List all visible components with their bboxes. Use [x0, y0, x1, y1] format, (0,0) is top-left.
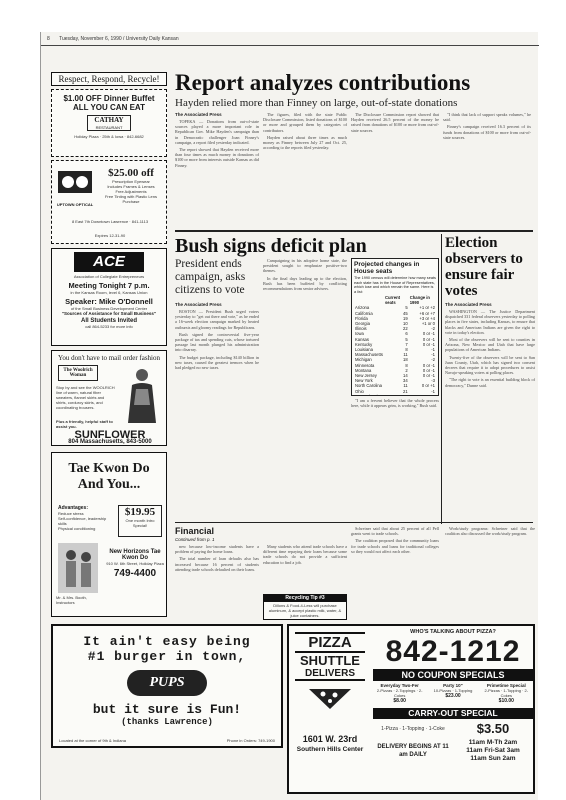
- section-divider: [175, 522, 533, 523]
- state-cell: Louisiana: [355, 347, 373, 353]
- delivery-text: DELIVERY BEGINS AT 11 am DAILY: [377, 744, 449, 758]
- pups-orders: Phone in Orders: 749-1900: [226, 738, 275, 743]
- paragraph: Most of the observers will be sent to counties in Arizona, New Mexico and Utah that have large populations of American Indians.: [445, 337, 535, 353]
- current-seats-cell: 11: [403, 383, 408, 389]
- woolrich-intro: You don't have to mail order fashion: [57, 354, 161, 362]
- current-seats-cell: 8: [405, 362, 408, 368]
- paragraph: The total number of loan defaults also has increased because 16 percent of students attending trade schools defaulted on their loans.: [175, 556, 259, 572]
- uptown-line4: Free Tinting with Plastic Lens Purchase: [104, 194, 158, 204]
- change-cell: +6 or +7: [419, 310, 435, 316]
- pizza-logo-line1: PIZZA: [295, 632, 365, 653]
- change-cell: [409, 394, 436, 396]
- change-cell: -1: [431, 347, 435, 353]
- change-cell: +1 or 0: [421, 321, 435, 327]
- cathay-name: CATHAY: [94, 116, 124, 124]
- paragraph: The Disclosure Commission report showed that Hayden received 26.5 percent of the money he raised from donations of $100 or more from out-of-state sources.: [351, 112, 439, 133]
- woolrich-address: 804 Massachusetts, 843-5000: [68, 439, 152, 445]
- advantage-item: Self-confidence, leadership skills: [58, 516, 107, 526]
- newspaper-page: [40, 32, 538, 800]
- current-seats-cell: 45: [403, 310, 408, 316]
- pizza-specials: [373, 683, 533, 704]
- ace-speaker: Speaker: Mike O'Donnell: [65, 297, 153, 306]
- paragraph: "I think that lack of support speaks volumes," he said.: [443, 112, 531, 123]
- pizza-logo-line3: DELIVERS: [295, 668, 365, 681]
- change-cell: +1 or +2: [419, 305, 435, 311]
- uptown-line3: Free Adjustments: [115, 189, 147, 194]
- current-seats-cell: 11: [403, 352, 408, 358]
- uptown-logo: [56, 167, 94, 207]
- uptown-address: 8 East 7th Downtown Lawrence · 841-1113: [71, 219, 149, 224]
- carryout-items: 1-Pizza · 1-Topping · 1-Coke: [381, 725, 445, 732]
- story-headline-reports: Report analyzes contributions: [175, 70, 471, 95]
- carryout-row: [373, 721, 533, 736]
- pizza-special: [373, 683, 426, 704]
- change-cell: 0 or -1: [422, 331, 435, 337]
- paragraph: TOPEKA — Donations from out-of-state sources played a more important role in Republican Gov. Mike Hayden's campaign than in Democratic challenger Joan Finney's campaign, a report filed yesterday indicated.: [175, 119, 259, 145]
- special-price: $23.00: [445, 693, 461, 699]
- cathay-tagline: ALL YOU CAN EAT: [72, 103, 145, 112]
- current-seats-cell: 5: [405, 305, 408, 311]
- state-cell: Arizona: [355, 305, 370, 311]
- table-row: [354, 394, 436, 396]
- story-body-reports-col3: [351, 112, 439, 228]
- pups-location: Located at the corner of 9th & Indiana: [59, 738, 126, 743]
- pizza-phone: 842-1212: [385, 635, 521, 668]
- special-name: Primetime Special: [486, 683, 526, 688]
- state-cell: Montana: [355, 367, 372, 373]
- taekwondo-address: 910 W. 6th Street, Holiday Plaza: [106, 561, 164, 566]
- paragraph: "I am a fervent believer that the whole process here, while it appears grim, is working," Bush said.: [351, 398, 439, 409]
- uptown-line1: Prescription Eyewear: [112, 179, 150, 184]
- change-cell: 0 or -1: [422, 373, 435, 379]
- state-cell: North Carolina: [355, 383, 382, 389]
- current-seats-cell: 7: [405, 341, 408, 347]
- special-name: Everyday Two-Fer: [380, 683, 419, 688]
- pizza-shuttle-ad: [287, 624, 535, 794]
- special-items: 2-Pizzas · 2-Toppings · 2-Cokes: [376, 688, 423, 698]
- story-deck-deficit: President ends campaign, asks citizens to vote: [175, 258, 246, 296]
- state-cell: Ohio: [355, 388, 364, 394]
- change-cell: 0 or -1: [422, 336, 435, 342]
- story-body-deficit-col2: [263, 258, 347, 520]
- paragraph: "The right to vote is an essential building block of democracy," Dunne said.: [445, 377, 535, 388]
- story-body-observers: [445, 302, 535, 522]
- paragraph: Finney's campaign received 16.3 percent of its funds from donations of $100 or more from out-of-state sources.: [443, 124, 531, 140]
- current-seats-cell: 2: [405, 367, 408, 373]
- story-byline: The Associated Press: [445, 302, 492, 307]
- delivery-hours: [453, 739, 533, 763]
- cathay-logo: [87, 115, 131, 131]
- pizza-logo-line2: SHUTTLE: [300, 653, 360, 668]
- pups-ad: [51, 624, 283, 748]
- column-divider: [441, 234, 442, 524]
- paragraph: Campaigning in his adoptive home state, the president sought to emphasize positive-two themes.: [263, 258, 347, 274]
- pizza-area: Southern Hills Center: [296, 746, 364, 753]
- cathay-ad: [51, 89, 167, 157]
- taekwondo-school-block: [104, 549, 166, 579]
- story-body-deficit-col3: [351, 398, 439, 520]
- projected-changes-box: [351, 258, 439, 396]
- uptown-copy: [98, 167, 164, 204]
- recycling-tip-box: [263, 594, 347, 620]
- recycling-tip-body: Dillons & Food-4-Less will purchase aluminum, & accept plastic milk, water, & juice containers.: [268, 603, 342, 618]
- current-seats-cell: 34: [403, 378, 408, 384]
- paragraph: Bush signed the controversial five-year package of tax and spending cuts, whose tortured passage last month plunged his administration into disarray.: [175, 331, 259, 353]
- taekwondo-price: $19.95: [124, 506, 156, 518]
- story-body-reports-col2: [263, 112, 347, 228]
- story-body-deficit-col1: [175, 302, 259, 520]
- current-seats-cell: 14: [403, 373, 408, 379]
- martial-artists-photo-icon: [58, 543, 98, 593]
- paragraph: The report showed that Hayden received more than four times as much money in donations of $100 or more from interests outside Kansas as did Finney.: [175, 147, 259, 168]
- paragraph: WASHINGTON — The Justice Department dispatched 331 federal observers yesterday to polling places in five states, including Kansas, to ensure that blacks and American Indians are given the right to vote in today's election.: [445, 309, 535, 335]
- woolrich-copy: Stop by and see the WOOLRICH line of warm, natural fiber sweaters, flannel skirts and shirts, corduroy skirts, and coordinating trousers.: [56, 385, 115, 410]
- pizza-question: WHO'S TALKING ABOUT PIZZA?: [410, 629, 496, 635]
- ace-info: call 864-5233 for more info: [85, 324, 133, 329]
- story-body-financial-col4: [445, 526, 535, 620]
- story-body-reports-col1: [175, 112, 259, 228]
- story-byline: The Associated Press: [175, 302, 222, 307]
- current-seats-cell: 22: [403, 326, 408, 332]
- change-cell: 0 or -1: [422, 362, 435, 368]
- woolrich-help: Plus a friendly, helpful staff to assist you.: [56, 419, 113, 429]
- paragraph: Hayden raised about three times as much money as Finney between July 27 and Oct. 25, according to the reports filed yesterday.: [263, 134, 347, 151]
- state-cell: Iowa: [355, 331, 364, 337]
- paragraph: The coalition proposed that the community loans for trade schools and loans for traditional colleges so they would not affect each other.: [351, 538, 439, 554]
- state-cell: Illinois: [355, 326, 367, 332]
- special-name: Party 10": [443, 683, 463, 688]
- story-body-financial-col3: [351, 526, 439, 620]
- current-seats-cell: 8: [405, 347, 408, 353]
- projected-table: [354, 295, 436, 396]
- taekwondo-price-note: One month Intro Special!: [125, 518, 155, 528]
- advantage-item: Reduce stress: [58, 511, 84, 516]
- story-byline: The Associated Press: [175, 112, 222, 117]
- column-header: Current seats: [384, 295, 401, 306]
- taekwondo-title1: Tae Kwon Do: [68, 461, 150, 476]
- pizza-special: [426, 683, 479, 704]
- story-body-financial-col2: [263, 544, 347, 592]
- pups-line2: #1 burger in town,: [87, 649, 247, 664]
- paragraph: The figures, filed with the state Public Disclosure Commission, listed donations of $100 or more and grouped them by categories of contributors.: [263, 112, 347, 133]
- special-price: $8.00: [393, 698, 406, 704]
- recycle-banner: [51, 72, 167, 86]
- advantage-item: Physical conditioning: [58, 526, 96, 531]
- pizza-carryout-bar: CARRY-OUT SPECIAL: [373, 708, 533, 719]
- current-seats-cell: 6: [405, 331, 408, 337]
- uptown-price: $25.00 off: [108, 167, 154, 179]
- uptown-line2: Includes Frames & Lenses: [107, 184, 155, 189]
- pups-line4: (thanks Lawrence): [121, 717, 213, 727]
- hours-line: 11am Fri-Sat 3am: [466, 747, 520, 754]
- uptown-optical-ad: [51, 160, 167, 244]
- projected-intro: The 1990 census will determine how many seats each state has in the House of Representatives, which lose and which remain the same. Here is a list:: [354, 276, 436, 294]
- story-deck-reports: Hayden relied more than Finney on large, out-of-state donations: [175, 97, 458, 109]
- hours-line: 11am M-Th 2am: [468, 739, 518, 746]
- ace-logo: ACE: [74, 252, 144, 272]
- carryout-price: $3.50: [476, 721, 510, 736]
- advantages-heading: Advantages:: [58, 505, 89, 511]
- taekwondo-instructors: Mr. & Mrs. Booth, Instructors: [56, 595, 87, 605]
- column-header: [354, 295, 384, 305]
- woolrich-logo: The Woolrich Woman: [58, 365, 98, 381]
- paragraph: Work/study programs: Schreiner said that the coalition also discussed the work/study program.: [445, 526, 535, 537]
- state-cell: Kansas: [355, 336, 369, 342]
- state-cell: Minnesota: [355, 362, 375, 368]
- change-cell: -3: [431, 378, 435, 384]
- ace-place: in the Kansas Room, level 6, Kansas Union: [70, 290, 148, 295]
- current-seats-cell: [384, 394, 409, 396]
- state-cell: Georgia: [355, 321, 370, 327]
- special-items: 2-Pizzas · 1-Topping · 2-Cokes: [484, 688, 529, 698]
- state-cell: New Jersey: [355, 373, 377, 379]
- change-cell: 0 or +1: [421, 383, 435, 389]
- uptown-expires: Expires 12-31-90: [94, 233, 126, 238]
- change-cell: -2: [431, 357, 435, 363]
- recycle-text: Respect, Respond, Recycle!: [58, 74, 160, 84]
- change-cell: -1: [431, 388, 435, 394]
- taekwondo-school: New Horizons Tae Kwon Do: [109, 549, 161, 561]
- story-headline-deficit: Bush signs deficit plan: [175, 235, 367, 257]
- pups-line1: It ain't easy being: [83, 634, 251, 649]
- state-cell: Michigan: [355, 357, 372, 363]
- taekwondo-ad: [51, 452, 167, 617]
- projected-title: Projected changes in House seats: [354, 261, 420, 275]
- paragraph: The budget package, including $140 billion in new taxes, caused the greatest tremors when he had pledged no new taxes.: [175, 354, 259, 371]
- story-body-financial-col1: [175, 544, 259, 620]
- special-price: $10.00: [498, 698, 514, 704]
- change-cell: +3 or +4: [419, 315, 435, 321]
- current-seats-cell: 19: [403, 315, 408, 321]
- taekwondo-price-box: [118, 505, 162, 537]
- state-cell: Massachusetts: [355, 352, 383, 358]
- pups-logo: PUPS: [127, 670, 207, 696]
- current-seats-cell: 5: [405, 336, 408, 342]
- special-items: 10-Pizzas · 1-Topping: [433, 688, 473, 693]
- paragraph: In the final days leading up to the election, Bush has been buffeted by conflicting recommendations from senior advisers.: [263, 275, 347, 292]
- story-continued: Continued from p. 1: [175, 537, 215, 542]
- pizza-address: 1601 W. 23rd: [302, 734, 358, 744]
- pizza-special: [480, 683, 533, 704]
- woolrich-store: SUNFLOWER: [74, 429, 146, 441]
- state-cell: [354, 394, 384, 396]
- story-body-reports-col4: [443, 112, 531, 228]
- state-cell: Florida: [355, 315, 368, 321]
- paragraph: BOSTON — President Bush urged voters yesterday to "get out there and vote," as he ended a 16-week election campaign marked by heated outbursts and gloomy readings for Republicans.: [175, 309, 259, 330]
- change-cell: -2: [431, 326, 435, 332]
- taekwondo-advantages: [58, 505, 114, 531]
- uptown-name: UPTOWN OPTICAL: [56, 202, 94, 207]
- page-header: [41, 32, 539, 46]
- state-cell: California: [355, 310, 373, 316]
- ace-org: Association of Collegiate Entrepreneurs: [73, 274, 145, 279]
- state-cell: Kentucky: [355, 341, 373, 347]
- state-cell: New York: [355, 378, 373, 384]
- story-headline-financial: Financial: [175, 526, 215, 536]
- current-seats-cell: 18: [403, 357, 408, 363]
- column-header: Change in 1990: [409, 295, 430, 306]
- change-cell: 0 or -1: [422, 341, 435, 347]
- current-seats-cell: 21: [403, 388, 408, 394]
- delivery-row: [373, 739, 533, 763]
- paragraph: Many students who attend trade schools have a different time repaying their loans because some trade schools do not provide a sufficient education to find a job.: [263, 544, 347, 565]
- woolrich-ad: [51, 350, 167, 446]
- taekwondo-phone: 749-4400: [113, 568, 157, 579]
- ace-ad: [51, 248, 167, 346]
- pizza-slice-icon: [305, 685, 355, 711]
- pups-line3: but it sure is Fun!: [92, 702, 242, 717]
- cathay-details: Holiday Plaza · 25th & Iowa · 842-6682: [74, 134, 144, 139]
- recycling-tip-title: Recycling Tip #3: [264, 595, 346, 602]
- change-cell: -1: [431, 352, 435, 358]
- section-divider: [175, 230, 533, 232]
- paragraph: Twenty-five of the observers will be sent to San Juan County, Utah, which has signed two consent decrees that require it to adopt procedures to assist Navajo-speaking voters at polling places.: [445, 354, 535, 376]
- pizza-logo: [295, 632, 365, 722]
- woman-illustration-icon: [122, 365, 162, 425]
- pizza-right-panel: [373, 629, 533, 763]
- pizza-coupons-bar: NO COUPON SPECIALS: [373, 669, 533, 681]
- ace-of: of the Small Business Development Center: [70, 306, 148, 311]
- dateline: Tuesday, November 6, 1990 / University Daily Kansan: [59, 36, 179, 42]
- current-seats-cell: 10: [403, 321, 408, 327]
- ace-meeting: Meeting Tonight 7 p.m.: [68, 281, 150, 290]
- cathay-offer: $1.00 OFF Dinner Buffet: [63, 94, 155, 103]
- paragraph: new because low-income students have a problem of paying the home loans.: [175, 544, 259, 555]
- change-cell: 0 or -1: [422, 367, 435, 373]
- ace-topic: "Sources of Assistance for Small Business": [61, 311, 157, 316]
- hours-line: 11am Sun 2am: [470, 755, 516, 762]
- ace-invite: All Students Invited: [80, 318, 137, 324]
- page-number: 8: [47, 36, 50, 42]
- taekwondo-title2: And You...: [77, 477, 141, 492]
- paragraph: Schreiner said that about 25 percent of all Pell grants went to trade schools.: [351, 526, 439, 537]
- table-header-row: [354, 295, 436, 305]
- eyeglasses-icon: [56, 167, 94, 197]
- story-headline-observers: Election observers to ensure fair votes: [445, 235, 523, 299]
- cathay-sub: RESTAURANT: [95, 125, 123, 130]
